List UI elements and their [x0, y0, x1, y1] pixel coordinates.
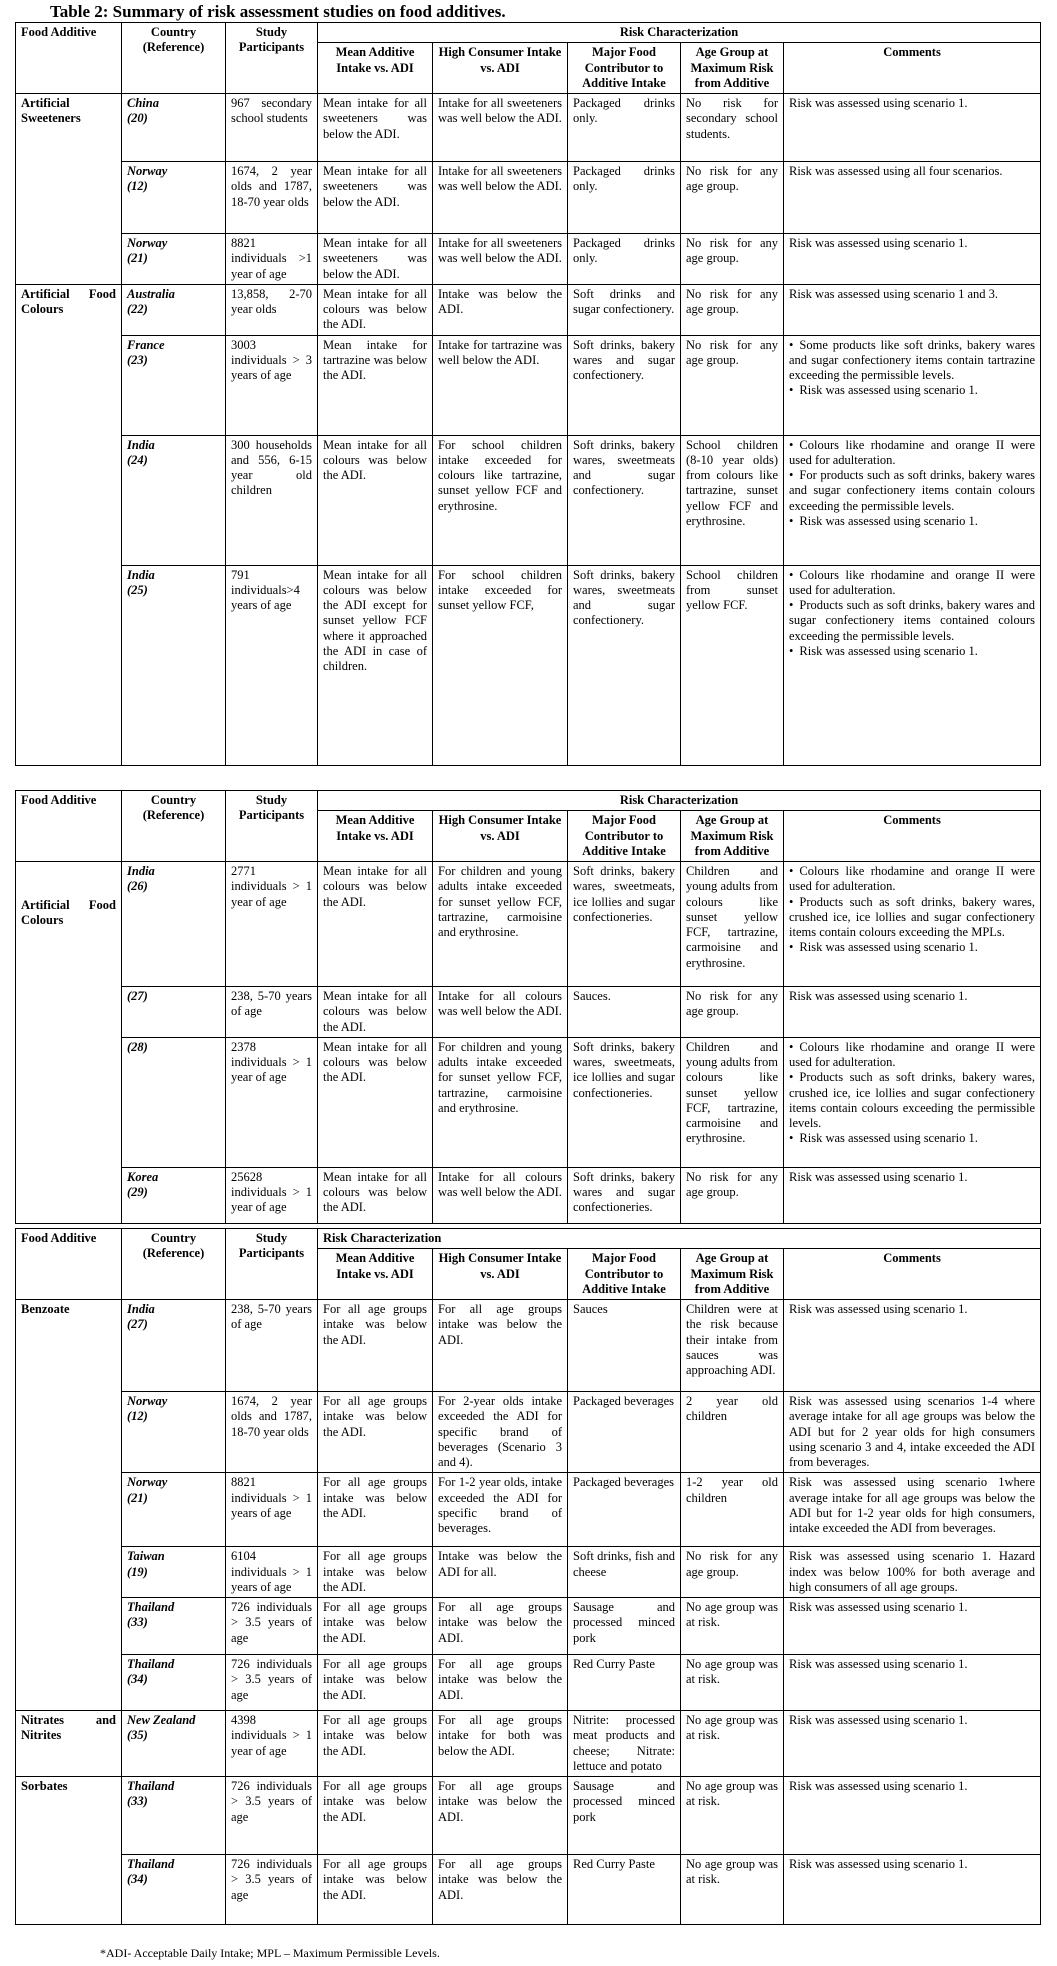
comment-list [789, 438, 1035, 530]
header-country: Country (Reference) [122, 23, 226, 94]
study-participants: 300 households and 556, 6-15 year old children [226, 435, 318, 565]
high-consumer-intake: For all age groups intake was below the ADI. [433, 1655, 568, 1711]
table-row [16, 1300, 1041, 1392]
study-participants: 726 individuals > 3.5 years of age [226, 1855, 318, 1925]
comment-text: Risk was assessed using scenario 1. [789, 1600, 968, 1614]
comment-bullet: • Risk was assessed using scenario 1. [789, 514, 1035, 529]
study-participants: 2378 individuals > 1 year of age [226, 1037, 318, 1167]
comment-text: Risk was assessed using scenario 1where average intake for all age groups was below the ADI but for 1-2 year olds for high consumers, intake exceeded the ADI from beverages. [789, 1475, 1036, 1535]
reference-number: (23) [127, 352, 148, 367]
header-mean-intake: Mean Additive Intake vs. ADI [318, 43, 433, 94]
table-row [16, 435, 1041, 565]
comment-bullet: • Colours like rhodamine and orange II were used for adulteration. [789, 864, 1035, 895]
reference-number: (34) [127, 1672, 148, 1687]
major-food-contributor: Soft drinks and sugar confectionery. [568, 284, 681, 335]
comment-bullet: • Risk was assessed using scenario 1. [789, 644, 1035, 659]
header-age-group: Age Group at Maximum Risk from Additive [681, 43, 784, 94]
major-food-contributor: Packaged drinks only. [568, 94, 681, 162]
header-comments: Comments [784, 43, 1041, 94]
header-food-additive: Food Additive [16, 23, 122, 94]
comment-list [789, 1040, 1035, 1147]
mean-intake: For all age groups intake was below the ADI. [318, 1598, 433, 1655]
table-row [16, 1167, 1041, 1223]
comments [784, 1598, 1041, 1655]
major-food-contributor: Packaged drinks only. [568, 234, 681, 285]
country-name: India [127, 1302, 155, 1316]
high-consumer-intake: For school children intake exceeded for colours like tartrazine, sunset yellow FCF and erythrosine. [433, 435, 568, 565]
comments [784, 1711, 1041, 1777]
country-name: Thailand [127, 1857, 175, 1871]
food-additive-name: Nitrates and Nitrites [16, 1711, 122, 1777]
high-consumer-intake: For school children intake exceeded for sunset yellow FCF, [433, 565, 568, 765]
study-participants: 726 individuals > 3.5 years of age [226, 1598, 318, 1655]
study-participants: 238, 5-70 years of age [226, 1300, 318, 1392]
mean-intake: For all age groups intake was below the ADI. [318, 1473, 433, 1547]
comments [784, 1777, 1041, 1855]
reference-number: (22) [127, 302, 148, 316]
table-row [16, 987, 1041, 1038]
mean-intake: Mean intake for all colours was below the ADI. [318, 862, 433, 987]
mean-intake: For all age groups intake was below the ADI. [318, 1855, 433, 1925]
high-consumer-intake: For children and young adults intake exceeded for sunset yellow FCF, tartrazine, carmoisine and erythrosine. [433, 1037, 568, 1167]
country-name: Thailand [127, 1779, 175, 1793]
country-reference [122, 435, 226, 565]
reference-number: (33) [127, 1615, 148, 1630]
comment-bullet: • Colours like rhodamine and orange II were used for adulteration. [789, 568, 1035, 599]
header-mean-intake: Mean Additive Intake vs. ADI [318, 811, 433, 862]
high-consumer-intake: Intake for all colours was well below the ADI. [433, 987, 568, 1038]
country-name: Australia [127, 286, 175, 301]
high-consumer-intake: Intake for all sweeteners was well below the ADI. [433, 234, 568, 285]
table-row [16, 234, 1041, 285]
major-food-contributor: Soft drinks, bakery wares and sugar confectioneries. [568, 1167, 681, 1223]
major-food-contributor: Packaged beverages [568, 1473, 681, 1547]
header-comments: Comments [784, 1249, 1041, 1300]
age-group-risk: No age group was at risk. [681, 1655, 784, 1711]
high-consumer-intake: Intake was below the ADI for all. [433, 1547, 568, 1598]
age-group-risk: 2 year old children [681, 1392, 784, 1473]
comments [784, 1167, 1041, 1223]
high-consumer-intake: For all age groups intake was below the ADI. [433, 1777, 568, 1855]
age-group-risk: No risk for any age group. [681, 335, 784, 435]
table-row [16, 1392, 1041, 1473]
reference-number: (21) [127, 1490, 148, 1505]
comment-text: Risk was assessed using scenario 1. [789, 1169, 968, 1184]
age-group-risk: No age group was at risk. [681, 1711, 784, 1777]
reference-number: (21) [127, 251, 148, 266]
comments [784, 335, 1041, 435]
reference-number: (29) [127, 1185, 148, 1199]
comment-text: Risk was assessed using scenario 1. Hazard index was below 100% for both average and high consumers of all age groups. [789, 1549, 1036, 1594]
comment-bullet: • Colours like rhodamine and orange II were used for adulteration. [789, 1040, 1035, 1071]
mean-intake: For all age groups intake was below the ADI. [318, 1392, 433, 1473]
comments [784, 987, 1041, 1038]
comment-text: Risk was assessed using scenario 1. [789, 1302, 968, 1316]
mean-intake: Mean intake for all colours was below the ADI. [318, 987, 433, 1038]
table-row [16, 94, 1041, 162]
comments [784, 94, 1041, 162]
mean-intake: Mean intake for all sweeteners was below the ADI. [318, 94, 433, 162]
study-participants: 967 secondary school students [226, 94, 318, 162]
major-food-contributor: Sauces [568, 1300, 681, 1392]
major-food-contributor: Sauces. [568, 987, 681, 1038]
comments [784, 162, 1041, 234]
comment-list [789, 864, 1035, 956]
header-participants: Study Participants [226, 1229, 318, 1300]
table-row [16, 1547, 1041, 1598]
country-name: Thailand [127, 1657, 175, 1671]
age-group-risk: No age group was at risk. [681, 1855, 784, 1925]
table-row [16, 1598, 1041, 1655]
table-block-2 [15, 790, 1041, 1224]
major-food-contributor: Soft drinks, bakery wares, sweetmeats and sugar confectionery. [568, 435, 681, 565]
table-row [16, 162, 1041, 234]
major-food-contributor: Soft drinks, bakery wares, sweetmeats, ice lollies and sugar confectioneries. [568, 1037, 681, 1167]
high-consumer-intake: Intake for all sweeteners was well below the ADI. [433, 162, 568, 234]
comments [784, 1300, 1041, 1392]
comments [784, 1655, 1041, 1711]
country-reference [122, 1037, 226, 1167]
major-food-contributor: Red Curry Paste [568, 1855, 681, 1925]
country-reference [122, 1547, 226, 1598]
comment-bullet: • Risk was assessed using scenario 1. [789, 383, 1035, 398]
comments [784, 1547, 1041, 1598]
country-reference [122, 1167, 226, 1223]
reference-number: (33) [127, 1794, 148, 1809]
table-row [16, 284, 1041, 335]
study-participants: 13,858, 2-70 year olds [226, 284, 318, 335]
country-reference [122, 565, 226, 765]
study-participants: 238, 5-70 years of age [226, 987, 318, 1038]
reference-number: (26) [127, 879, 148, 894]
reference-number: (35) [127, 1728, 148, 1743]
reference-number: (12) [127, 1409, 148, 1424]
age-group-risk: Children and young adults from colours like sunset yellow FCF, tartrazine, carmoisine and erythrosine. [681, 1037, 784, 1167]
country-name: India [127, 567, 155, 582]
header-risk-characterization: Risk Characterization [318, 1229, 1041, 1249]
reference-number: (27) [127, 989, 148, 1003]
high-consumer-intake: For all age groups intake was below the ADI. [433, 1598, 568, 1655]
country-reference [122, 1300, 226, 1392]
mean-intake: For all age groups intake was below the ADI. [318, 1300, 433, 1392]
country-name: France [127, 337, 165, 352]
age-group-risk: No risk for any age group. [681, 284, 784, 335]
study-participants: 1674, 2 year olds and 1787, 18-70 year olds [226, 1392, 318, 1473]
mean-intake: Mean intake for all colours was below the ADI. [318, 435, 433, 565]
major-food-contributor: Packaged beverages [568, 1392, 681, 1473]
high-consumer-intake: Intake for all sweeteners was well below the ADI. [433, 94, 568, 162]
table-row [16, 1777, 1041, 1855]
mean-intake: Mean intake for all colours was below the ADI. [318, 1167, 433, 1223]
comment-bullet: • Products such as soft drinks, bakery wares and sugar confectionery items contained colours exceeding the permissible levels. [789, 598, 1035, 644]
country-reference [122, 162, 226, 234]
table-row [16, 1855, 1041, 1925]
food-additive-name: Artificial Sweeteners [16, 94, 122, 285]
food-additive-name: Benzoate [16, 1300, 122, 1711]
table-row [16, 862, 1041, 987]
comment-text: Risk was assessed using scenario 1. [789, 989, 968, 1003]
header-major-food: Major Food Contributor to Additive Intake [568, 1249, 681, 1300]
header-high-consumer: High Consumer Intake vs. ADI [433, 1249, 568, 1300]
reference-number: (28) [127, 1039, 148, 1054]
country-name: Norway [127, 164, 168, 178]
age-group-risk: No risk for secondary school students. [681, 94, 784, 162]
country-name: Thailand [127, 1600, 175, 1614]
comment-bullet: • Risk was assessed using scenario 1. [789, 940, 1035, 955]
header-participants: Study Participants [226, 23, 318, 94]
mean-intake: For all age groups intake was below the ADI. [318, 1655, 433, 1711]
table-row [16, 1037, 1041, 1167]
reference-number: (27) [127, 1317, 148, 1332]
header-country: Country (Reference) [122, 791, 226, 862]
header-major-food: Major Food Contributor to Additive Intake [568, 811, 681, 862]
high-consumer-intake: For all age groups intake for both was below the ADI. [433, 1711, 568, 1777]
comment-list [789, 568, 1035, 660]
study-participants: 25628 individuals > 1 year of age [226, 1167, 318, 1223]
table-block-3 [15, 1228, 1041, 1925]
age-group-risk: School children (8-10 year olds) from colours like tartrazine, sunset yellow FCF and erythrosine. [681, 435, 784, 565]
header-high-consumer: High Consumer Intake vs. ADI [433, 43, 568, 94]
country-name: China [127, 96, 159, 110]
comment-text: Risk was assessed using scenario 1 and 3. [789, 286, 998, 301]
age-group-risk: No age group was at risk. [681, 1777, 784, 1855]
high-consumer-intake: Intake for all colours was well below the ADI. [433, 1167, 568, 1223]
mean-intake: Mean intake for all colours was below the ADI except for sunset yellow FCF where it approached the ADI in case of children. [318, 565, 433, 765]
header-risk-characterization: Risk Characterization [318, 23, 1041, 43]
comments [784, 234, 1041, 285]
high-consumer-intake: For all age groups intake was below the ADI. [433, 1300, 568, 1392]
food-additive-name: Sorbates [16, 1777, 122, 1925]
table-block-1 [15, 22, 1041, 766]
study-participants: 3003 individuals > 3 years of age [226, 335, 318, 435]
reference-number: (19) [127, 1564, 148, 1579]
country-name: Taiwan [127, 1549, 165, 1564]
major-food-contributor: Red Curry Paste [568, 1655, 681, 1711]
study-participants: 726 individuals > 3.5 years of age [226, 1655, 318, 1711]
major-food-contributor: Soft drinks, bakery wares, sweetmeats, ice lollies and sugar confectioneries. [568, 862, 681, 987]
country-reference [122, 1392, 226, 1473]
country-reference [122, 234, 226, 285]
comment-text: Risk was assessed using scenario 1. [789, 236, 968, 250]
country-reference [122, 1777, 226, 1855]
high-consumer-intake: Intake was below the ADI. [433, 284, 568, 335]
food-additive-name: Artificial Food Colours [16, 862, 122, 1224]
major-food-contributor: Soft drinks, fish and cheese [568, 1547, 681, 1598]
study-participants: 6104 individuals > 1 years of age [226, 1547, 318, 1598]
study-participants: 1674, 2 year olds and 1787, 18-70 year olds [226, 162, 318, 234]
country-reference [122, 1598, 226, 1655]
comment-text: Risk was assessed using scenarios 1-4 where average intake for all age groups was below the ADI but for 2 year olds for high consumers using scenario 3 and 4, intake exceeded the ADI from beverages. [789, 1394, 1036, 1469]
country-reference [122, 1473, 226, 1547]
mean-intake: For all age groups intake was below the ADI. [318, 1711, 433, 1777]
comment-list [789, 338, 1035, 399]
comments [784, 435, 1041, 565]
header-participants: Study Participants [226, 791, 318, 862]
country-name: Korea [127, 1169, 159, 1184]
age-group-risk: School children from sunset yellow FCF. [681, 565, 784, 765]
country-name: New Zealand [127, 1713, 196, 1727]
age-group-risk: 1-2 year old children [681, 1473, 784, 1547]
comment-bullet: • Colours like rhodamine and orange II were used for adulteration. [789, 438, 1035, 469]
major-food-contributor: Packaged drinks only. [568, 162, 681, 234]
country-reference [122, 284, 226, 335]
comments [784, 1392, 1041, 1473]
major-food-contributor: Nitrite: processed meat products and cheese; Nitrate: lettuce and potato [568, 1711, 681, 1777]
country-name: Norway [127, 1475, 168, 1490]
mean-intake: Mean intake for all colours was below the ADI. [318, 1037, 433, 1167]
age-group-risk: No age group was at risk. [681, 1598, 784, 1655]
comment-bullet: • Risk was assessed using scenario 1. [789, 1131, 1035, 1146]
header-risk-characterization: Risk Characterization [318, 791, 1041, 811]
header-comments: Comments [784, 811, 1041, 862]
header-food-additive: Food Additive [16, 791, 122, 862]
country-name: Norway [127, 236, 168, 250]
comments [784, 1855, 1041, 1925]
high-consumer-intake: For 1-2 year olds, intake exceeded the ADI for specific brand of beverages. [433, 1473, 568, 1547]
country-reference [122, 1855, 226, 1925]
high-consumer-intake: For all age groups intake was below the ADI. [433, 1855, 568, 1925]
country-reference [122, 335, 226, 435]
mean-intake: For all age groups intake was below the ADI. [318, 1777, 433, 1855]
header-age-group: Age Group at Maximum Risk from Additive [681, 1249, 784, 1300]
table-row [16, 1473, 1041, 1547]
country-reference [122, 1711, 226, 1777]
country-reference [122, 862, 226, 987]
age-group-risk: Children were at the risk because their intake from sauces was approaching ADI. [681, 1300, 784, 1392]
comment-text: Risk was assessed using all four scenarios. [789, 164, 1003, 178]
country-name: India [127, 437, 155, 452]
reference-number: (24) [127, 452, 148, 467]
major-food-contributor: Soft drinks, bakery wares and sugar confectionery. [568, 335, 681, 435]
header-high-consumer: High Consumer Intake vs. ADI [433, 811, 568, 862]
reference-number: (12) [127, 179, 148, 194]
comment-bullet: • Products such as soft drinks, bakery wares, crushed ice, ice lollies and sugar confectionery items contain colours exceeding the permissible levels. [789, 1070, 1035, 1131]
comments [784, 1473, 1041, 1547]
reference-number: (25) [127, 582, 148, 597]
study-participants: 4398 individuals > 1 year of age [226, 1711, 318, 1777]
table-row [16, 565, 1041, 765]
comments [784, 284, 1041, 335]
high-consumer-intake: Intake for tartrazine was well below the ADI. [433, 335, 568, 435]
age-group-risk: No risk for any age group. [681, 162, 784, 234]
header-major-food: Major Food Contributor to Additive Intake [568, 43, 681, 94]
footnote: *ADI- Acceptable Daily Intake; MPL – Maximum Permissible Levels. [100, 1946, 440, 1960]
country-reference [122, 987, 226, 1038]
study-participants: 8821 individuals >1 year of age [226, 234, 318, 285]
header-food-additive: Food Additive [16, 1229, 122, 1300]
study-participants: 8821 individuals > 1 years of age [226, 1473, 318, 1547]
mean-intake: Mean intake for tartrazine was below the ADI. [318, 335, 433, 435]
table-row [16, 335, 1041, 435]
age-group-risk: Children and young adults from colours like sunset yellow FCF, tartrazine, carmoisine and erythrosine. [681, 862, 784, 987]
mean-intake: Mean intake for all sweeteners was below the ADI. [318, 162, 433, 234]
header-mean-intake: Mean Additive Intake vs. ADI [318, 1249, 433, 1300]
comment-text: Risk was assessed using scenario 1. [789, 1857, 968, 1871]
country-reference [122, 94, 226, 162]
study-participants: 791 individuals>4 years of age [226, 565, 318, 765]
major-food-contributor: Sausage and processed minced pork [568, 1777, 681, 1855]
study-participants: 726 individuals > 3.5 years of age [226, 1777, 318, 1855]
comment-text: Risk was assessed using scenario 1. [789, 1657, 968, 1671]
comment-text: Risk was assessed using scenario 1. [789, 96, 968, 110]
table-row [16, 1655, 1041, 1711]
study-participants: 2771 individuals > 1 year of age [226, 862, 318, 987]
age-group-risk: No risk for any age group. [681, 987, 784, 1038]
mean-intake: Mean intake for all sweeteners was below the ADI. [318, 234, 433, 285]
comment-text: Risk was assessed using scenario 1. [789, 1779, 968, 1793]
country-name: Norway [127, 1394, 168, 1408]
comment-bullet: • Some products like soft drinks, bakery wares and sugar confectionery items contain tartrazine exceeding the permissible levels. [789, 338, 1035, 384]
comments [784, 862, 1041, 987]
comments [784, 565, 1041, 765]
table-title: Table 2: Summary of risk assessment studies on food additives. [50, 2, 506, 21]
header-age-group: Age Group at Maximum Risk from Additive [681, 811, 784, 862]
comments [784, 1037, 1041, 1167]
high-consumer-intake: For children and young adults intake exceeded for sunset yellow FCF, tartrazine, carmoisine and erythrosine. [433, 862, 568, 987]
age-group-risk: No risk for any age group. [681, 234, 784, 285]
high-consumer-intake: For 2-year olds intake exceeded the ADI for specific brand of beverages (Scenario 3 and 4). [433, 1392, 568, 1473]
reference-number: (34) [127, 1872, 148, 1887]
age-group-risk: No risk for any age group. [681, 1547, 784, 1598]
mean-intake: Mean intake for all colours was below the ADI. [318, 284, 433, 335]
major-food-contributor: Soft drinks, bakery wares, sweetmeats and sugar confectionery. [568, 565, 681, 765]
country-reference [122, 1655, 226, 1711]
header-country: Country (Reference) [122, 1229, 226, 1300]
table-row [16, 1711, 1041, 1777]
reference-number: (20) [127, 111, 148, 126]
major-food-contributor: Sausage and processed minced pork [568, 1598, 681, 1655]
comment-bullet: • Products such as soft drinks, bakery wares, crushed ice, ice lollies and sugar confectionery items contain colours exceeding the MPLs. [789, 895, 1035, 941]
mean-intake: For all age groups intake was below the ADI. [318, 1547, 433, 1598]
age-group-risk: No risk for any age group. [681, 1167, 784, 1223]
food-additive-name: Artificial Food Colours [16, 284, 122, 765]
country-name: India [127, 864, 155, 878]
comment-text: Risk was assessed using scenario 1. [789, 1713, 968, 1727]
comment-bullet: • For products such as soft drinks, bakery wares and sugar confectionery items contain colours exceeding the permissible levels. [789, 468, 1035, 514]
